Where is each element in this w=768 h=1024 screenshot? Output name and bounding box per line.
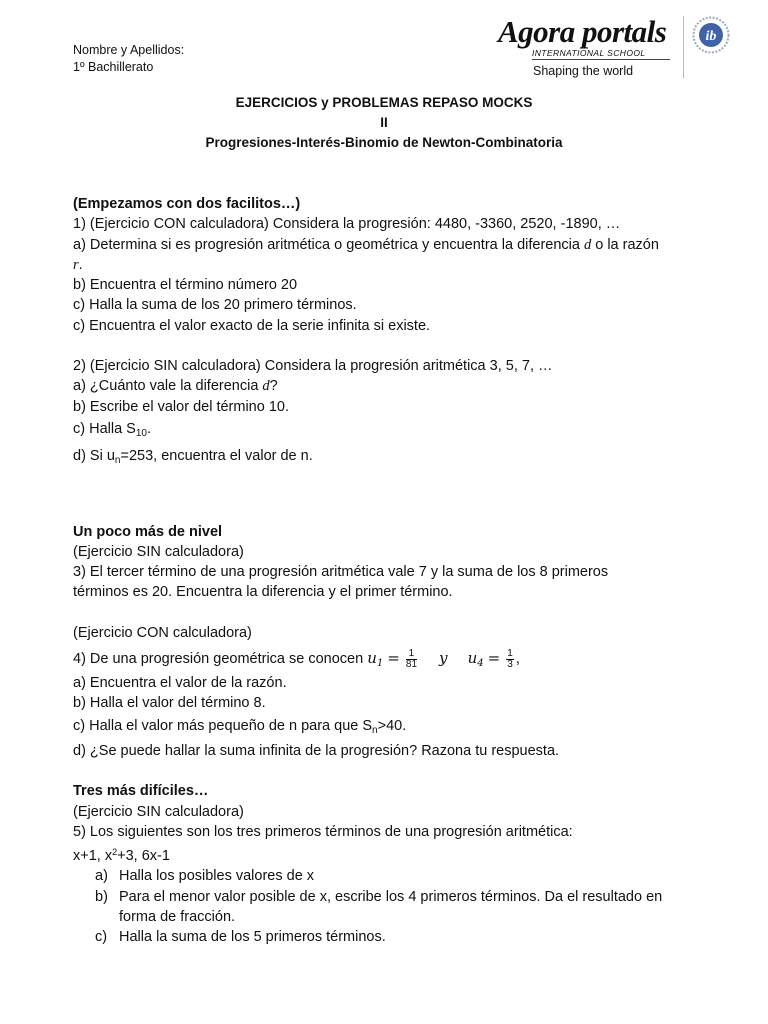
student-header — [73, 42, 184, 76]
exercise-1c: c) Halla la suma de los 20 primero términos. — [73, 297, 357, 314]
title-line-3: Progresiones-Interés-Binomio de Newton-Combinatoria — [205, 135, 563, 150]
exercise-1c-second: c) Encuentra el valor exacto de la serie infinita si existe. — [73, 317, 431, 334]
exercise-2c: c) Halla $S_{10}$. — [73, 420, 152, 439]
exercise-2a: a) ¿Cuánto vale la diferencia d? — [73, 378, 278, 395]
logo-subtitle: INTERNATIONAL SCHOOL — [532, 48, 646, 58]
exercise-1b: b) Encuentra el término número 20 — [73, 277, 298, 294]
ib-logo-text: ib — [705, 29, 717, 44]
exercise-5-note: (Ejercicio SIN calculadora) — [73, 803, 244, 820]
exercise-1: 1) (Ejercicio CON calculadora) Considera la progresión: 4480, -3360, 2520, -1890, … — [73, 216, 621, 233]
fraction-u1: $\frac{1}{81}$ — [405, 647, 418, 670]
exercise-3-line-1: 3) El tercer término de una progresión aritmética vale 7 y la suma de los 8 primeros — [73, 564, 609, 581]
fraction-u4: $\frac{1}{3}$ — [507, 647, 513, 670]
exercise-2b: b) Escribe el valor del término 10. — [73, 398, 289, 415]
title-line-1: EJERCICIOS y PROBLEMAS REPASO MOCKS — [235, 95, 533, 110]
section-heading-3: Tres más difíciles… — [73, 783, 209, 800]
name-label: Nombre y Apellidos: — [73, 43, 185, 57]
exercise-4a: a) Encuentra el valor de la razón. — [73, 675, 287, 692]
exercise-3-line-2: términos es 20. Encuentra la diferencia y el primer término. — [73, 584, 453, 601]
logo-title: Agora portals — [498, 14, 667, 49]
list-item: c) Halla la suma de los 5 primeros términos. — [95, 929, 386, 946]
exercise-4d: d) ¿Se puede hallar la suma infinita de la progresión? Razona tu respuesta. — [73, 742, 560, 759]
document-title — [0, 93, 768, 153]
exercise-4: 4) De una progresión geométrica se conocen $u_1$ = $\frac{1}{81}$ y $u_4$ = $\frac{1}{3}$ , — [73, 647, 520, 670]
logo-divider — [683, 16, 684, 78]
title-line-2: II — [380, 115, 388, 130]
list-item: a) Halla los posibles valores de x — [95, 868, 315, 885]
exercise-2: 2) (Ejercicio SIN calculadora) Considera la progresión aritmética 3, 5, 7, … — [73, 358, 553, 375]
exercise-1a-cont: r. — [73, 256, 83, 273]
exercise-5: 5) Los siguientes son los tres primeros términos de una progresión aritmética: — [73, 823, 573, 840]
exercise-content — [73, 194, 698, 948]
ib-logo-icon — [692, 16, 730, 54]
logo-slogan: Shaping the world — [533, 64, 634, 78]
school-logo — [498, 14, 688, 84]
exercise-4-note: (Ejercicio CON calculadora) — [73, 624, 252, 641]
exercise-4b: b) Halla el valor del término 8. — [73, 695, 266, 712]
exercise-1a: a) Determina si es progresión aritmética o geométrica y encuentra la diferencia d o la razón — [73, 236, 659, 253]
exercise-5-terms: x+1, $x^2+3$, 6x-1 — [73, 847, 170, 865]
exercise-2d: d) Si $u_n=253$, encuentra el valor de n. — [73, 448, 313, 467]
list-item: b) Para el menor valor posible de x, escribe los 4 primeros términos. Da el resultado en forma de fracción. — [95, 888, 663, 926]
exercise-4c: c) Halla el valor más pequeño de n para que $S_n>40$. — [73, 717, 407, 736]
section-heading-1: (Empezamos con dos facilitos…) — [73, 196, 301, 212]
course-label: 1º Bachillerato — [73, 60, 154, 74]
section-heading-2: Un poco más de nivel — [73, 523, 223, 540]
logo-underline — [532, 59, 670, 60]
exercise-3-note: (Ejercicio SIN calculadora) — [73, 543, 244, 560]
exercise-5-subitems — [95, 866, 698, 947]
